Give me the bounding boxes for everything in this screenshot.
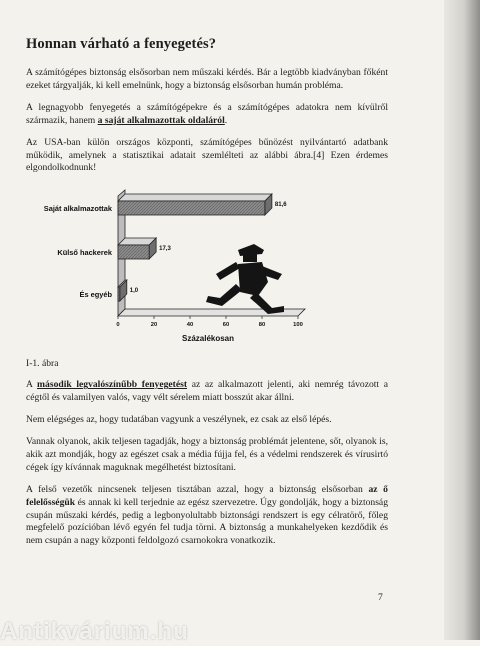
bar-value-label-0: 81,6 [274,202,287,209]
x-tick-label-1: 20 [150,322,158,329]
x-tick-label-2: 40 [186,322,194,329]
bar-1 [118,245,149,259]
x-tick-label-0: 0 [116,322,120,329]
page-content [26,36,388,557]
category-label-1: Külső hackerek [57,248,112,258]
category-label-2: És egyéb [79,290,112,300]
x-axis-label: Százalékosan [181,334,235,344]
paragraph-2-end: . [224,114,228,126]
paragraph-7-emphasis: az ő felelősségük [26,483,388,508]
bar-2 [118,287,120,301]
paragraph-2 [26,102,388,128]
paragraph-4-start: A [26,379,38,391]
figure-caption: I-1. ábra [26,358,59,370]
paragraph-1: A számítógépes biztonság elsősorban nem műszaki kérdés. Bár a legtöbb kiadványban főként ezeket tárgyalják, ki kell emelnünk, hogy a biztonság elsősorban humán probléma. [26,67,388,91]
category-label-0: Saját alkalmazottak [43,204,112,214]
paragraph-6: Vannak olyanok, akik teljesen tagadják, hogy a biztonság problémát jelentene, sőt, olyanok is, akik azt mondják, hogy az egészet csak a média fújja fel, és a védelmi rendszerek és vírusirtó cégek így kívánnak maguknak megélhetést biztosítani. [26,435,388,473]
paragraph-2-start: A legnagyobb fenyegetés a számítógépekre és a számítógépes adatokra nem kívülről származik, hanem [26,101,388,126]
bar-value-label-1: 17,3 [159,246,171,253]
paragraph-7-start: A felső vezetők nincsenek teljesen tisztában azzal, hogy a biztonság elsősorban [26,483,369,495]
paragraph-2-emphasis: a saját alkalmazottak oldaláról [97,114,225,126]
bar-value-label-2: 1,0 [129,288,139,295]
running-thief-illustration [206,244,284,314]
paragraph-4-emphasis: második legvalószínűbb fenyegetést [37,379,188,391]
watermark-text: Antikvárium.hu [0,618,189,645]
paragraph-7 [26,484,388,549]
bar-chart-svg [26,184,388,356]
paragraph-5: Nem elégséges az, hogy tudatában vagyunk a veszélynek, ez csak az első lépés. [26,414,332,426]
x-tick-label-3: 60 [222,322,230,329]
paragraph-4-end: az az alkalmazott jelenti, aki nemrég távozott a cégtől és valamilyen valós, vagy vélt sérelem miatt bosszút akar állni. [26,379,388,404]
bar-chart [26,184,388,356]
paragraph-4 [26,379,388,405]
section-heading: Honnan várható a fenyegetés? [26,36,217,52]
bar-0 [118,201,265,215]
page-edge-shadow [444,0,480,640]
page-number: 7 [378,592,383,603]
x-tick-label-5: 100 [293,322,303,329]
paragraph-3: Az USA-ban külön országos központi, számítógépes bűnözést nyilvántartó adatbank működik, amelynek a statisztikai adatait szemlélteti az alábbi ábra.[4] Ezen érdemes elgondolkodnunk! [26,136,388,174]
bar-top-0 [118,194,272,201]
paragraph-7-end: és annak ki kell terjednie az egész szervezetre. Úgy gondolják, hogy a biztonság csupán műszaki kérdés, pedig a legbonyolultabb biztonsági rendszert is egy célratörő, főleg megfelelő pozícióban lévő egyén fel tudja törni. A biztonság a munkahelyeken kezdődik és nem csupán a nagy központi feldolgozó csarnokokra vonatkozik. [26,496,388,547]
x-tick-label-4: 80 [258,322,266,329]
